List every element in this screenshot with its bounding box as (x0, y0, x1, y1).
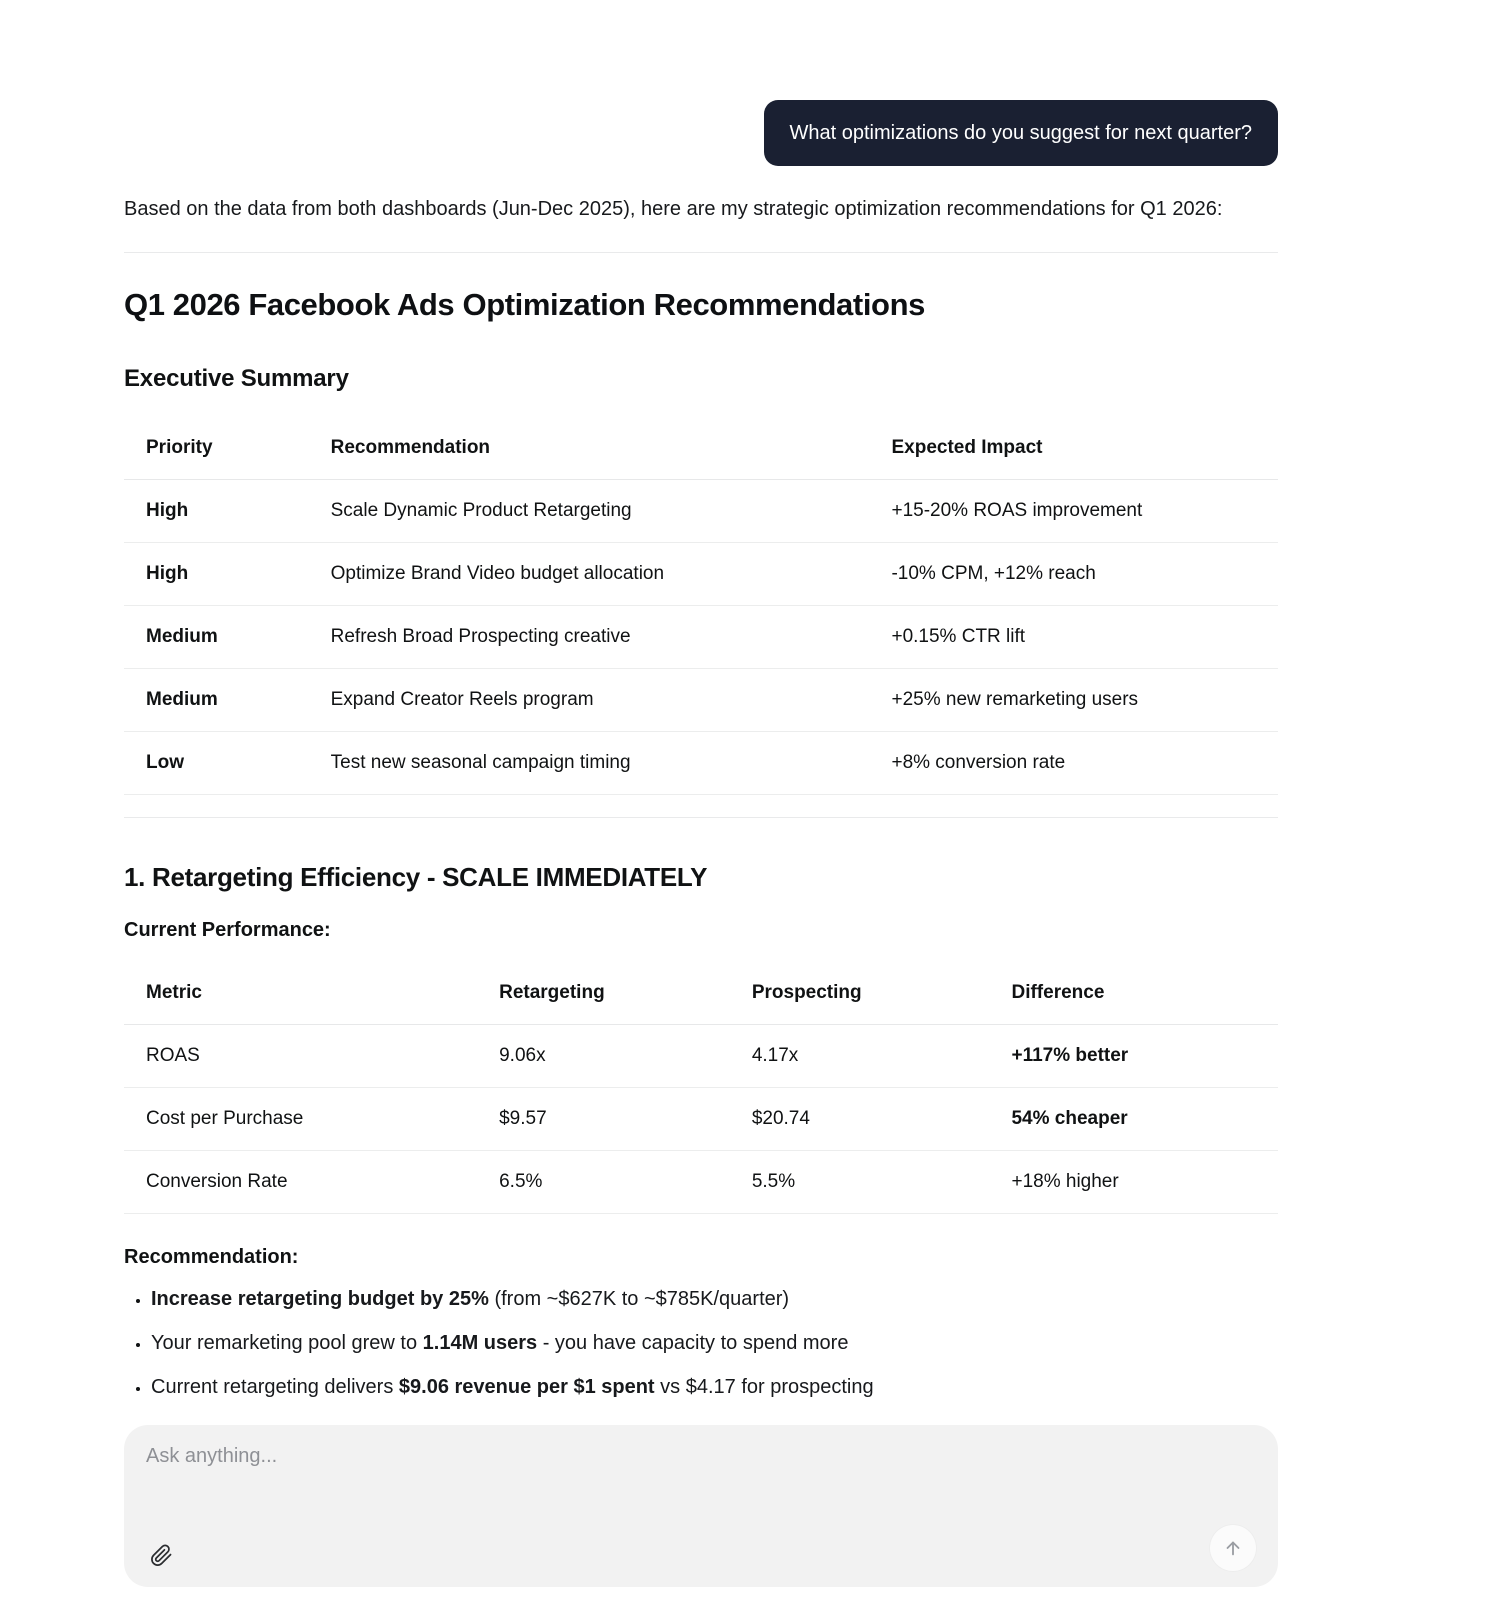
recommendation-cell: Test new seasonal campaign timing (309, 731, 870, 794)
recommendation-cell: Optimize Brand Video budget allocation (309, 542, 870, 605)
difference-cell: +117% better (989, 1024, 1278, 1087)
recommendation-cell: Expand Creator Reels program (309, 668, 870, 731)
performance-table (124, 962, 1278, 1214)
send-button[interactable] (1210, 1525, 1256, 1571)
bullet-bold-text: $9.06 revenue per $1 spent (398, 1375, 655, 1398)
table-row (124, 668, 1278, 731)
priority-cell: High (124, 479, 309, 542)
table-row (124, 1150, 1278, 1213)
list-item (151, 1330, 1278, 1357)
attach-file-button[interactable] (146, 1540, 177, 1571)
divider (124, 817, 1278, 818)
column-header-recommendation: Recommendation (309, 417, 870, 480)
metric-cell: ROAS (124, 1024, 477, 1087)
bullet-text: vs $4.17 for prospecting (654, 1375, 874, 1398)
assistant-intro-text: Based on the data from both dashboards (Jun-Dec 2025), here are my strategic optimization recommendations for Q1 2026: (124, 198, 1223, 220)
column-header-retargeting: Retargeting (477, 962, 730, 1025)
column-header-priority: Priority (124, 417, 309, 480)
impact-cell: +8% conversion rate (869, 731, 1278, 794)
priority-cell: Low (124, 731, 309, 794)
table-header-row (124, 962, 1278, 1025)
list-item (151, 1286, 1278, 1313)
bullet-text: (from ~$627K to ~$785K/quarter) (488, 1287, 790, 1310)
retargeting-cell: $9.57 (477, 1087, 730, 1150)
user-message-bubble: What optimizations do you suggest for next quarter? (764, 100, 1278, 166)
executive-summary-table (124, 417, 1278, 795)
chat-composer (124, 1425, 1278, 1587)
table-header-row (124, 417, 1278, 480)
current-performance-label: Current Performance: (124, 918, 331, 941)
user-message-row (124, 100, 1278, 166)
metric-cell: Cost per Purchase (124, 1087, 477, 1150)
difference-cell: +18% higher (989, 1150, 1278, 1213)
bullet-bold-text: Increase retargeting budget by 25% (151, 1287, 489, 1310)
priority-cell: Medium (124, 668, 309, 731)
impact-cell: -10% CPM, +12% reach (869, 542, 1278, 605)
recommendation-list (124, 1286, 1278, 1401)
bullet-bold-text: 1.14M users (422, 1331, 538, 1354)
composer-toolbar (146, 1525, 1256, 1571)
priority-cell: High (124, 542, 309, 605)
divider (124, 252, 1278, 253)
retargeting-cell: 6.5% (477, 1150, 730, 1213)
priority-cell: Medium (124, 605, 309, 668)
chat-transcript (124, 0, 1278, 1587)
report-title: Q1 2026 Facebook Ads Optimization Recommendations (124, 286, 925, 322)
impact-cell: +15-20% ROAS improvement (869, 479, 1278, 542)
bullet-text: - you have capacity to spend more (537, 1331, 849, 1354)
column-header-difference: Difference (989, 962, 1278, 1025)
table-row (124, 1024, 1278, 1087)
table-row (124, 605, 1278, 668)
bullet-text: Current retargeting delivers (151, 1375, 399, 1398)
column-header-expected-impact: Expected Impact (869, 417, 1278, 480)
column-header-prospecting: Prospecting (730, 962, 990, 1025)
bullet-text: Your remarketing pool grew to (151, 1331, 423, 1354)
table-row (124, 542, 1278, 605)
table-row (124, 731, 1278, 794)
recommendation-cell: Refresh Broad Prospecting creative (309, 605, 870, 668)
recommendation-label: Recommendation: (124, 1245, 299, 1268)
prospecting-cell: 5.5% (730, 1150, 990, 1213)
arrow-up-icon (1222, 1537, 1244, 1559)
impact-cell: +0.15% CTR lift (869, 605, 1278, 668)
retargeting-section-heading: 1. Retargeting Efficiency - SCALE IMMEDIATELY (124, 861, 708, 892)
difference-cell: 54% cheaper (989, 1087, 1278, 1150)
prospecting-cell: $20.74 (730, 1087, 990, 1150)
table-row (124, 479, 1278, 542)
table-row (124, 1087, 1278, 1150)
recommendation-cell: Scale Dynamic Product Retargeting (309, 479, 870, 542)
paperclip-icon (150, 1544, 173, 1567)
prospecting-cell: 4.17x (730, 1024, 990, 1087)
retargeting-cell: 9.06x (477, 1024, 730, 1087)
impact-cell: +25% new remarketing users (869, 668, 1278, 731)
metric-cell: Conversion Rate (124, 1150, 477, 1213)
executive-summary-heading: Executive Summary (124, 364, 349, 392)
assistant-message (124, 194, 1278, 1401)
column-header-metric: Metric (124, 962, 477, 1025)
list-item (151, 1374, 1278, 1401)
chat-input[interactable] (146, 1445, 1256, 1525)
